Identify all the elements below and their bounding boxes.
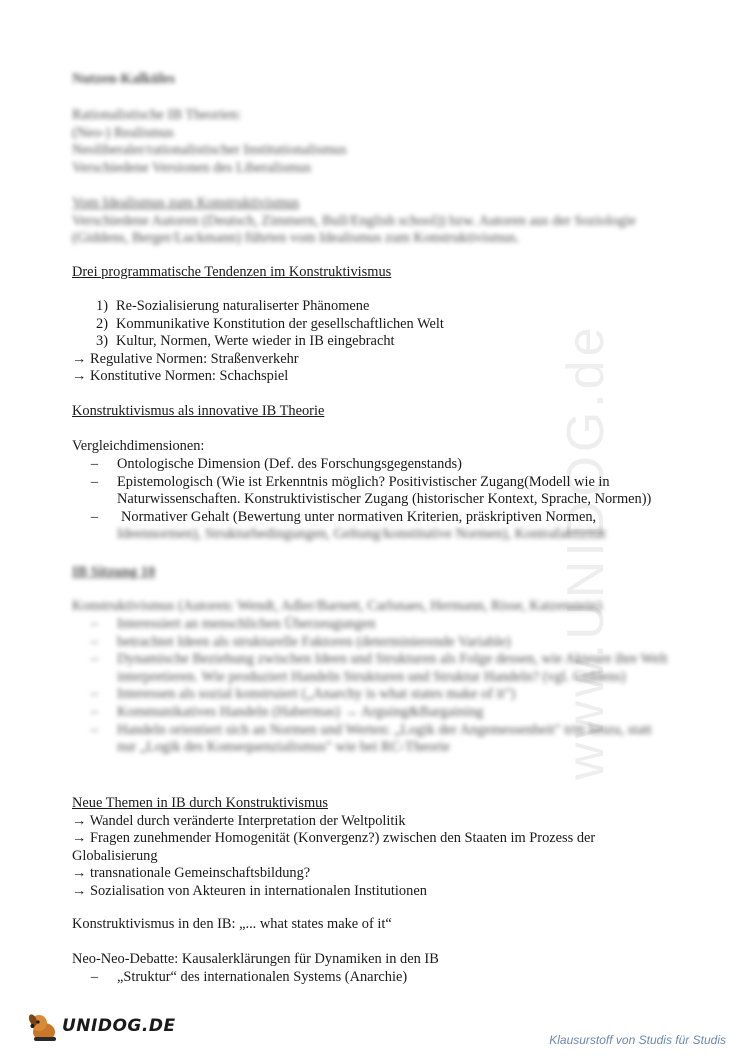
dimensions-label: Vergleichdimensionen: [72,438,205,454]
blurred-theory-item: Neoliberaler/rationalistischer Institutionalismus [72,142,347,159]
list-item [72,298,444,316]
footer-tagline: Klausurstoff von Studis für Studis [549,1033,726,1047]
dash-marker: – [90,508,99,525]
unidog-logo[interactable] [26,1010,176,1044]
arrow-line: → Konstitutive Normen: Schachspiel [72,368,289,385]
blurred-section-title: Vom Idealismus zum Konstruktivismus [72,195,300,211]
list-number: 1) [96,298,108,314]
blurred-list [72,616,672,757]
new-topics-title: Neue Themen in IB durch Konstruktivismus [72,795,328,811]
innovative-title: Konstruktivismus als innovative IB Theorie [72,403,325,419]
list-item [72,333,444,351]
blurred-theory-item: (Neo-) Realismus [72,124,174,141]
list-text: Epistemologisch (Wie ist Erkenntnis möglich? Positivistischer Zugang(Modell wie in Naturwissenschaften. Konstruktivistischer Zugang (historischer Kontext, Sprache, Normen)) [117,473,652,508]
list-item [72,509,692,527]
dog-icon [26,1010,60,1044]
list-item: – Interessen als sozial konstruiert („Anarchy is what states make of it") [90,686,516,703]
list-text: Ontologische Dimension (Def. des Forschungsgegenstands) [117,456,462,472]
blurred-intro: Konstruktivismus (Autoren: Wendt, Adler/Barnett, Carlsnaes, Hermann, Risse, Katzenstein) [72,598,603,614]
blurred-theories-title: Rationalistische IB Theorien: [72,107,242,123]
list-number: 3) [96,333,108,350]
list-item-continued [72,526,692,544]
list-text: Normativer Gehalt (Bewertung unter normativen Kriterien, präskriptiven Normen, [121,508,597,525]
list-item [72,969,407,987]
blurred-theories [72,107,347,177]
list-item [72,474,692,509]
dash-marker: – [90,473,99,490]
dash-marker: – [90,969,99,985]
watermark: www.UNIDOG.de [557,323,615,780]
new-topics [72,795,595,901]
list-item: – Dynamische Beziehung zwischen Ideen und Strukturen als Folge dessen, wie Akteure ihre Welt interpretieren. Wie produziert Handeln Strukturen und Struktur Handeln? (vgl. Giddens) [90,651,668,685]
dash-marker: – [90,456,99,472]
list-text: „Struktur“ des internationalen Systems (Anarchie) [117,969,408,985]
list-number: 2) [96,315,108,332]
list-item: – Handeln orientiert sich an Normen und Werten: „Logik der Angemessenheit" tritt hinzu, statt nur „Logik des Konsequenzialismus" wie bei RC-Theorie [90,721,652,756]
list-item: – Interessiert an menschlichen Überzeugungen [90,616,376,632]
arrow-line: → transnationale Gemeinschaftsbildung? [72,865,311,882]
blurred-theory-item: Verschiedene Versionen des Liberalismus [72,159,312,176]
blurred-section-text: Verschiedene Autoren (Deutsch, Zimmern, Bull/English school)) bzw. Autoren aus der Soziologie (Giddens, Berger/Luckmann) führten vom Idealismus zum Konstruktivismus. [72,212,636,247]
neo-debate-list [72,969,407,987]
arrow-line-continued: Globalisierung [72,847,158,864]
neo-debate-title: Neo-Neo-Debatte: Kausalerklärungen für Dynamiken in den IB [72,951,439,967]
list-item: – Kommunikatives Handeln (Habermas) → Arguing&Bargaining [90,703,484,720]
arrow-line: → Fragen zunehmender Homogenität (Konvergenz?) zwischen den Staaten im Prozess der [72,830,596,847]
ib-quote: Konstruktivismus in den IB: „... what states make of it“ [72,916,392,932]
arrow-line: → Regulative Normen: Straßenverkehr [72,350,299,367]
arrow-line: → Wandel durch veränderte Interpretation der Weltpolitik [72,812,406,829]
blurred-heading: IB Sitzung 10 [72,564,156,580]
blurred-section [72,195,672,248]
logo-text: UNIDOG.DE [62,1016,176,1037]
tendencies-title: Drei programmatische Tendenzen im Konstruktivismus [72,264,392,280]
blurred-heading: Nutzen-Kalküles [72,71,176,87]
list-item: – betrachtet Ideen als strukturelle Faktoren (determinierende Variable) [90,633,511,650]
list-text: Kultur, Normen, Werte wieder in IB eingebracht [116,333,395,350]
list-text: Re-Sozialisierung naturaliserter Phänomene [116,298,370,314]
blurred-text: Ideennormen), Strukturbedingungen, Geltung/konstitutive Normen), Kontrafaktizität [117,526,606,543]
arrow-line: → Sozialisation von Akteuren in internationalen Institutionen [72,882,427,899]
dimensions-list [72,456,692,544]
tendencies-list [72,298,444,386]
list-item [72,456,692,474]
list-text: Kommunikative Konstitution der gesellschaftlichen Welt [116,315,444,332]
list-item [72,316,444,334]
